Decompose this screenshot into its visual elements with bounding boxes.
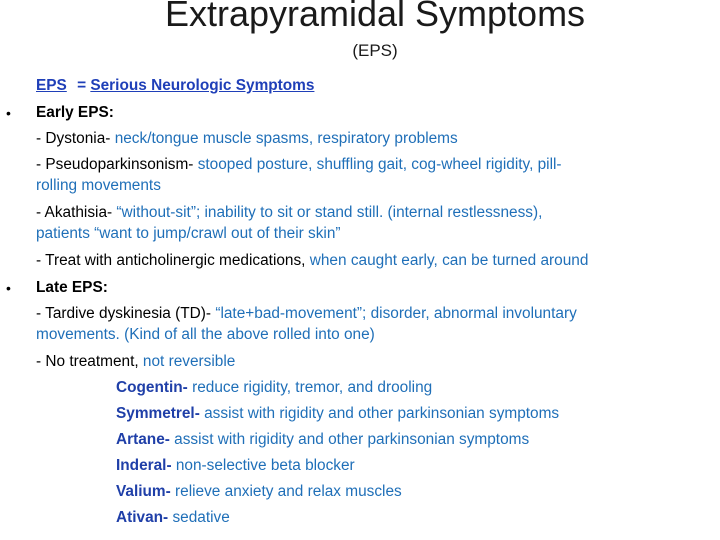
td-desc-1: “late+bad-movement”; disorder, abnormal involuntary [215, 305, 577, 322]
drug-item-cogentin [116, 378, 432, 398]
late-bullet: • [6, 280, 11, 296]
pseudo-desc-1: stooped posture, shuffling gait, cog-wheel rigidity, pill- [197, 156, 562, 173]
drug-desc: non-selective beta blocker [175, 457, 355, 474]
late-eps-heading: Late EPS: [36, 279, 108, 296]
drug-desc: reduce rigidity, tremor, and drooling [192, 379, 433, 396]
td-label: - Tardive dyskinesia (TD)- [36, 305, 212, 322]
pseudo-desc-2: rolling movements [36, 177, 161, 194]
notreat-line [36, 352, 235, 372]
akathisia-desc-2: patients “want to jump/crawl out of their skin” [36, 225, 341, 242]
drug-item-artane [116, 430, 529, 450]
eps-link[interactable]: EPS [36, 77, 67, 94]
drug-item-inderal [116, 456, 355, 476]
drug-item-symmetrel [116, 404, 559, 424]
drug-desc: assist with rigidity and other parkinsonian symptoms [174, 431, 530, 448]
slide-title: Extrapyramidal Symptoms [164, 0, 586, 34]
treat-label: - Treat with anticholinergic medications, [36, 252, 306, 269]
notreat-label: - No treatment, [36, 353, 139, 370]
drug-desc: assist with rigidity and other parkinsonian symptoms [204, 405, 560, 422]
treat-line [36, 251, 588, 271]
early-eps-heading: Early EPS: [36, 104, 114, 121]
notreat-desc: not reversible [142, 353, 236, 370]
dystonia-line [36, 129, 458, 149]
akathisia-line-1 [36, 203, 542, 223]
definition-line [36, 76, 314, 96]
serious-neurologic-link[interactable]: Serious Neurologic Symptoms [90, 77, 315, 94]
drug-name: Cogentin- [116, 379, 188, 396]
drug-name: Artane- [116, 431, 170, 448]
drug-desc: sedative [172, 509, 230, 526]
treat-desc: when caught early, can be turned around [309, 252, 589, 269]
early-bullet: • [6, 105, 11, 121]
akathisia-desc-1: “without-sit”; inability to sit or stand still. (internal restlessness), [116, 204, 543, 221]
drug-name: Valium- [116, 483, 171, 500]
slide-subtitle: (EPS) [352, 41, 398, 60]
drug-name: Ativan- [116, 509, 169, 526]
akathisia-label: - Akathisia- [36, 204, 113, 221]
equals-sign: = [77, 77, 87, 94]
drug-desc: relieve anxiety and relax muscles [175, 483, 402, 500]
dystonia-desc: neck/tongue muscle spasms, respiratory problems [114, 130, 458, 147]
drug-name: Inderal- [116, 457, 172, 474]
td-desc-2: movements. (Kind of all the above rolled into one) [36, 326, 375, 343]
dystonia-label: - Dystonia- [36, 130, 111, 147]
td-line-1 [36, 304, 577, 324]
drug-item-valium [116, 482, 402, 502]
pseudo-label: - Pseudoparkinsonism- [36, 156, 194, 173]
pseudo-line-1 [36, 155, 562, 175]
drug-name: Symmetrel- [116, 405, 200, 422]
drug-item-ativan [116, 508, 230, 528]
